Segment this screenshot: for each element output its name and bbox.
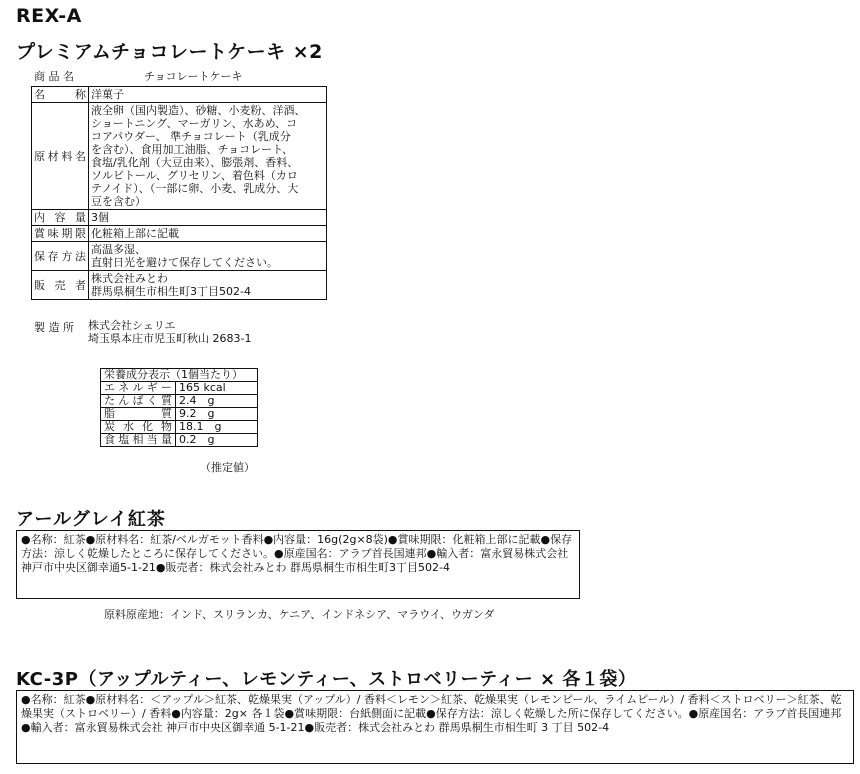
nutrition-key: 食塩相当量 xyxy=(101,434,176,447)
nutrition-title-row xyxy=(101,369,258,382)
label-row xyxy=(32,210,327,226)
label-row xyxy=(32,87,327,103)
label-value: 3個 xyxy=(89,210,327,226)
nutrition-key: 脂 質 xyxy=(101,408,176,421)
food-label-table xyxy=(31,86,327,300)
label-key: 名 称 xyxy=(32,87,89,103)
kc3p-heading: KC-3P（アップルティー、レモンティー、ストロベリーティー × 各１袋） xyxy=(16,669,637,690)
earl-grey-label-box xyxy=(16,530,580,599)
nutrition-row xyxy=(101,408,258,421)
label-key: 内 容 量 xyxy=(32,210,89,226)
product-name-row xyxy=(34,68,242,84)
label-value: 洋菓子 xyxy=(89,87,327,103)
maker-address: 埼玉県本庄市児玉町秋山 2683-1 xyxy=(88,332,252,345)
nutrition-value: 9.2 g xyxy=(176,408,258,421)
nutrition-value: 0.2 g xyxy=(176,434,258,447)
label-row xyxy=(32,226,327,242)
label-key: 賞味期限 xyxy=(32,226,89,242)
label-row xyxy=(32,242,327,271)
label-value: 株式会社みとわ 群馬県桐生市相生町3丁目502-4 xyxy=(89,271,327,300)
product-code: REX-A xyxy=(16,5,82,27)
nutrition-table xyxy=(100,368,258,447)
nutrition-row xyxy=(101,382,258,395)
maker-name: 株式会社シェリエ xyxy=(88,319,176,332)
label-value: 高温多湿、 直射日光を避けて保存してください。 xyxy=(89,242,327,271)
nutrition-key: たんぱく質 xyxy=(101,395,176,408)
earl-grey-label-text: ●名称：紅茶●原材料名：紅茶/ベルガモット香料●内容量：16g(2g×8袋)●賞味期限：化粧箱上部に記載●保存方法：涼しく乾燥したところに保存してください。●原産国名：アラブ首長国連邦●輸入者：富永貿易株式会社 神戸市中央区御幸通5-1-21●販売者：株式会社みとわ 群馬県桐生市相生町3丁目502-4 xyxy=(21,533,573,574)
nutrition-value: 2.4 g xyxy=(176,395,258,408)
nutrition-value: 165 kcal xyxy=(176,382,258,395)
label-row xyxy=(32,103,327,210)
maker-value xyxy=(88,319,251,345)
nutrition-row xyxy=(101,421,258,434)
product-name-key: 商 品 名 xyxy=(34,70,74,83)
maker-row xyxy=(34,319,251,345)
product-title: プレミアムチョコレートケーキ ×2 xyxy=(16,41,323,63)
nutrition-row xyxy=(101,395,258,408)
kc3p-label-text: ●名称：紅茶●原材料名：＜アップル＞紅茶、乾燥果実（アップル）/ 香料＜レモン＞紅茶、乾燥果実（レモンピール、ライムピール）/ 香料＜ストロベリー＞紅茶、乾燥果実（ストロベリー）/ 香料●内容量：2g× 各１袋●賞味期限：台紙側面に記載●保存方法：涼しく乾燥した所に保存してください。●原産国名：アラブ首長国連邦●輸入者：富永貿易株式会社 神戸市中央区御幸通 5-1-21●販売者：株式会社みとわ 群馬県桐生市相生町 3 丁目 502-4 xyxy=(21,693,842,734)
product-name-value: チョコレートケーキ xyxy=(144,70,243,83)
label-key: 販 売 者 xyxy=(32,271,89,300)
nutrition-value: 18.1 g xyxy=(176,421,258,434)
label-value: 化粧箱上部に記載 xyxy=(89,226,327,242)
label-key: 保存方法 xyxy=(32,242,89,271)
earl-grey-heading: アールグレイ紅茶 xyxy=(16,509,166,530)
maker-key: 製 造 所 xyxy=(34,321,74,334)
nutrition-note: （推定値） xyxy=(200,461,255,474)
nutrition-title: 栄養成分表示（1個当たり） xyxy=(101,369,258,382)
kc3p-label-box xyxy=(16,690,854,764)
nutrition-key: エネルギー xyxy=(101,382,176,395)
label-value: 液全卵（国内製造）、砂糖、小麦粉、洋酒、 ショートニング、マーガリン、水あめ、コ コアパウダー、 準チョコレート（乳成分 を含む）、食用加工油脂、チョコレート、 食塩/乳化剤（大豆由来）、膨張剤、香料、 ソルビトール、グリセリン、着色料（カロ テノイド）、（一部に卵、小麦、乳成分、大 豆を含む） xyxy=(89,103,327,210)
nutrition-row xyxy=(101,434,258,447)
label-key: 原材料名 xyxy=(32,103,89,210)
earl-grey-origin: 原料原産地：インド、スリランカ、ケニア、インドネシア、マラウイ、ウガンダ xyxy=(104,608,495,621)
label-row xyxy=(32,271,327,300)
nutrition-key: 炭 水 化 物 xyxy=(101,421,176,434)
